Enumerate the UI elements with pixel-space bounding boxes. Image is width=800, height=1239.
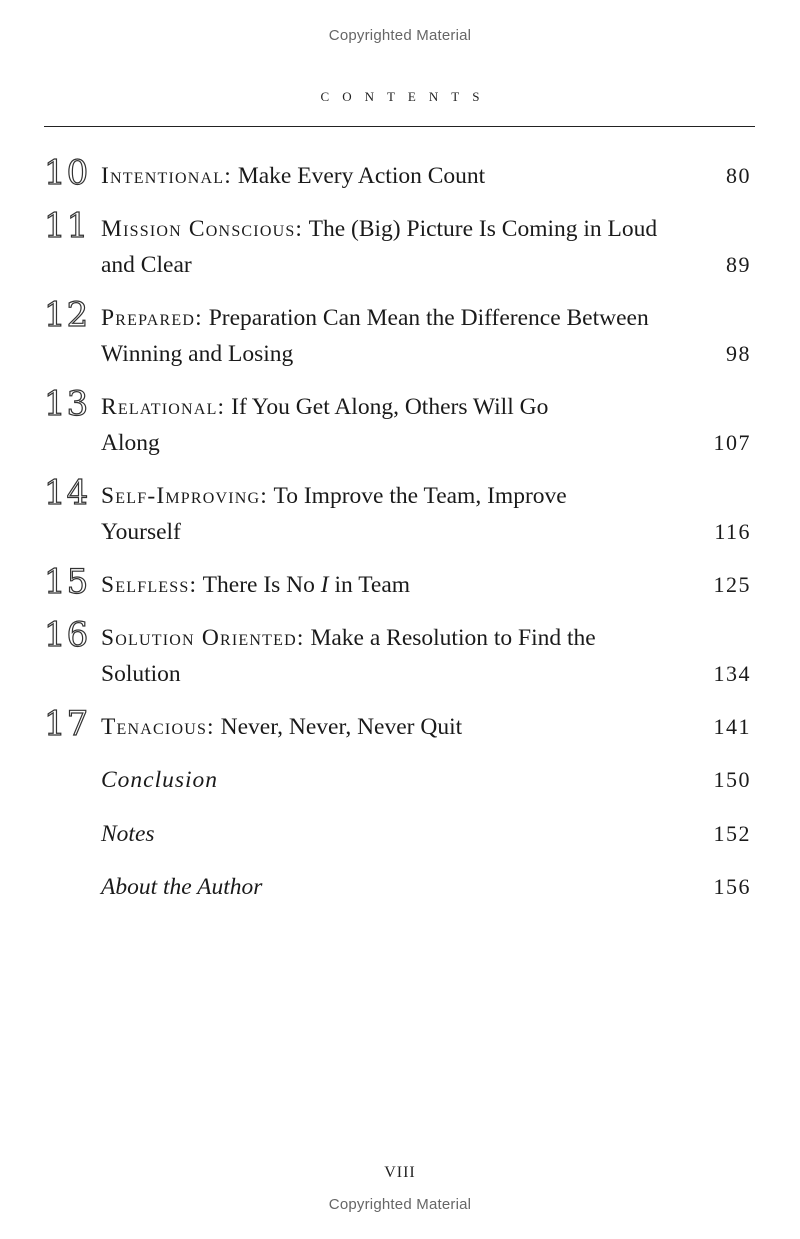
table-of-contents	[44, 153, 755, 905]
chapter-number: 17	[44, 704, 90, 744]
page-number: 125	[713, 572, 751, 597]
toc-entry-about-author[interactable]	[44, 869, 755, 905]
page-number: 98	[726, 341, 751, 366]
chapter-number: 10	[44, 153, 90, 193]
chapter-number: 14	[44, 473, 90, 513]
toc-entry-notes[interactable]	[44, 816, 755, 852]
page-number: 150	[713, 767, 751, 792]
chapter-title: Self-Improving: To Improve the Team, Improve Yourself	[101, 483, 567, 545]
back-matter-title: Conclusion	[101, 767, 219, 793]
page-number: 152	[713, 821, 751, 846]
toc-entry-10[interactable]	[44, 153, 755, 194]
chapter-number: 12	[44, 295, 90, 335]
toc-entry-15[interactable]	[44, 562, 755, 603]
copyright-notice-top: Copyrighted Material	[328, 27, 472, 44]
chapter-number: 16	[44, 615, 90, 655]
toc-entry-11[interactable]	[44, 206, 755, 283]
chapter-number: 11	[44, 206, 90, 246]
page-title: CONTENTS	[320, 89, 493, 104]
page-number: 134	[713, 661, 751, 686]
page-number: 156	[713, 874, 751, 899]
back-matter-title: Notes	[101, 821, 155, 847]
toc-entry-conclusion[interactable]	[44, 762, 755, 798]
header-divider	[44, 126, 755, 127]
chapter-number: 15	[44, 562, 90, 602]
chapter-number: 13	[44, 384, 90, 424]
page-number: 89	[726, 252, 751, 277]
chapter-title: Tenacious: Never, Never, Never Quit	[101, 714, 463, 740]
chapter-title: Intentional: Make Every Action Count	[101, 163, 486, 189]
page-number: 116	[714, 519, 751, 544]
chapter-title: Solution Oriented: Make a Resolution to Find the Solution	[101, 625, 596, 687]
page-number: 80	[726, 163, 751, 188]
toc-entry-17[interactable]	[44, 704, 755, 745]
toc-entry-14[interactable]	[44, 473, 755, 550]
toc-entry-12[interactable]	[44, 295, 755, 372]
chapter-title: Mission Conscious: The (Big) Picture Is Coming in Loud and Clear	[101, 216, 658, 278]
page-number: 107	[713, 430, 751, 455]
chapter-title: Selfless: There Is No I in Team	[101, 572, 411, 598]
folio: VIII	[384, 1164, 416, 1181]
copyright-notice-bottom: Copyrighted Material	[328, 1196, 472, 1213]
toc-entry-16[interactable]	[44, 615, 755, 692]
page-number: 141	[713, 714, 751, 739]
chapter-title: Prepared: Preparation Can Mean the Difference Between Winning and Losing	[101, 305, 649, 367]
back-matter-title: About the Author	[101, 874, 263, 900]
toc-entry-13[interactable]	[44, 384, 755, 461]
chapter-title: Relational: If You Get Along, Others Will Go Along	[101, 394, 549, 456]
